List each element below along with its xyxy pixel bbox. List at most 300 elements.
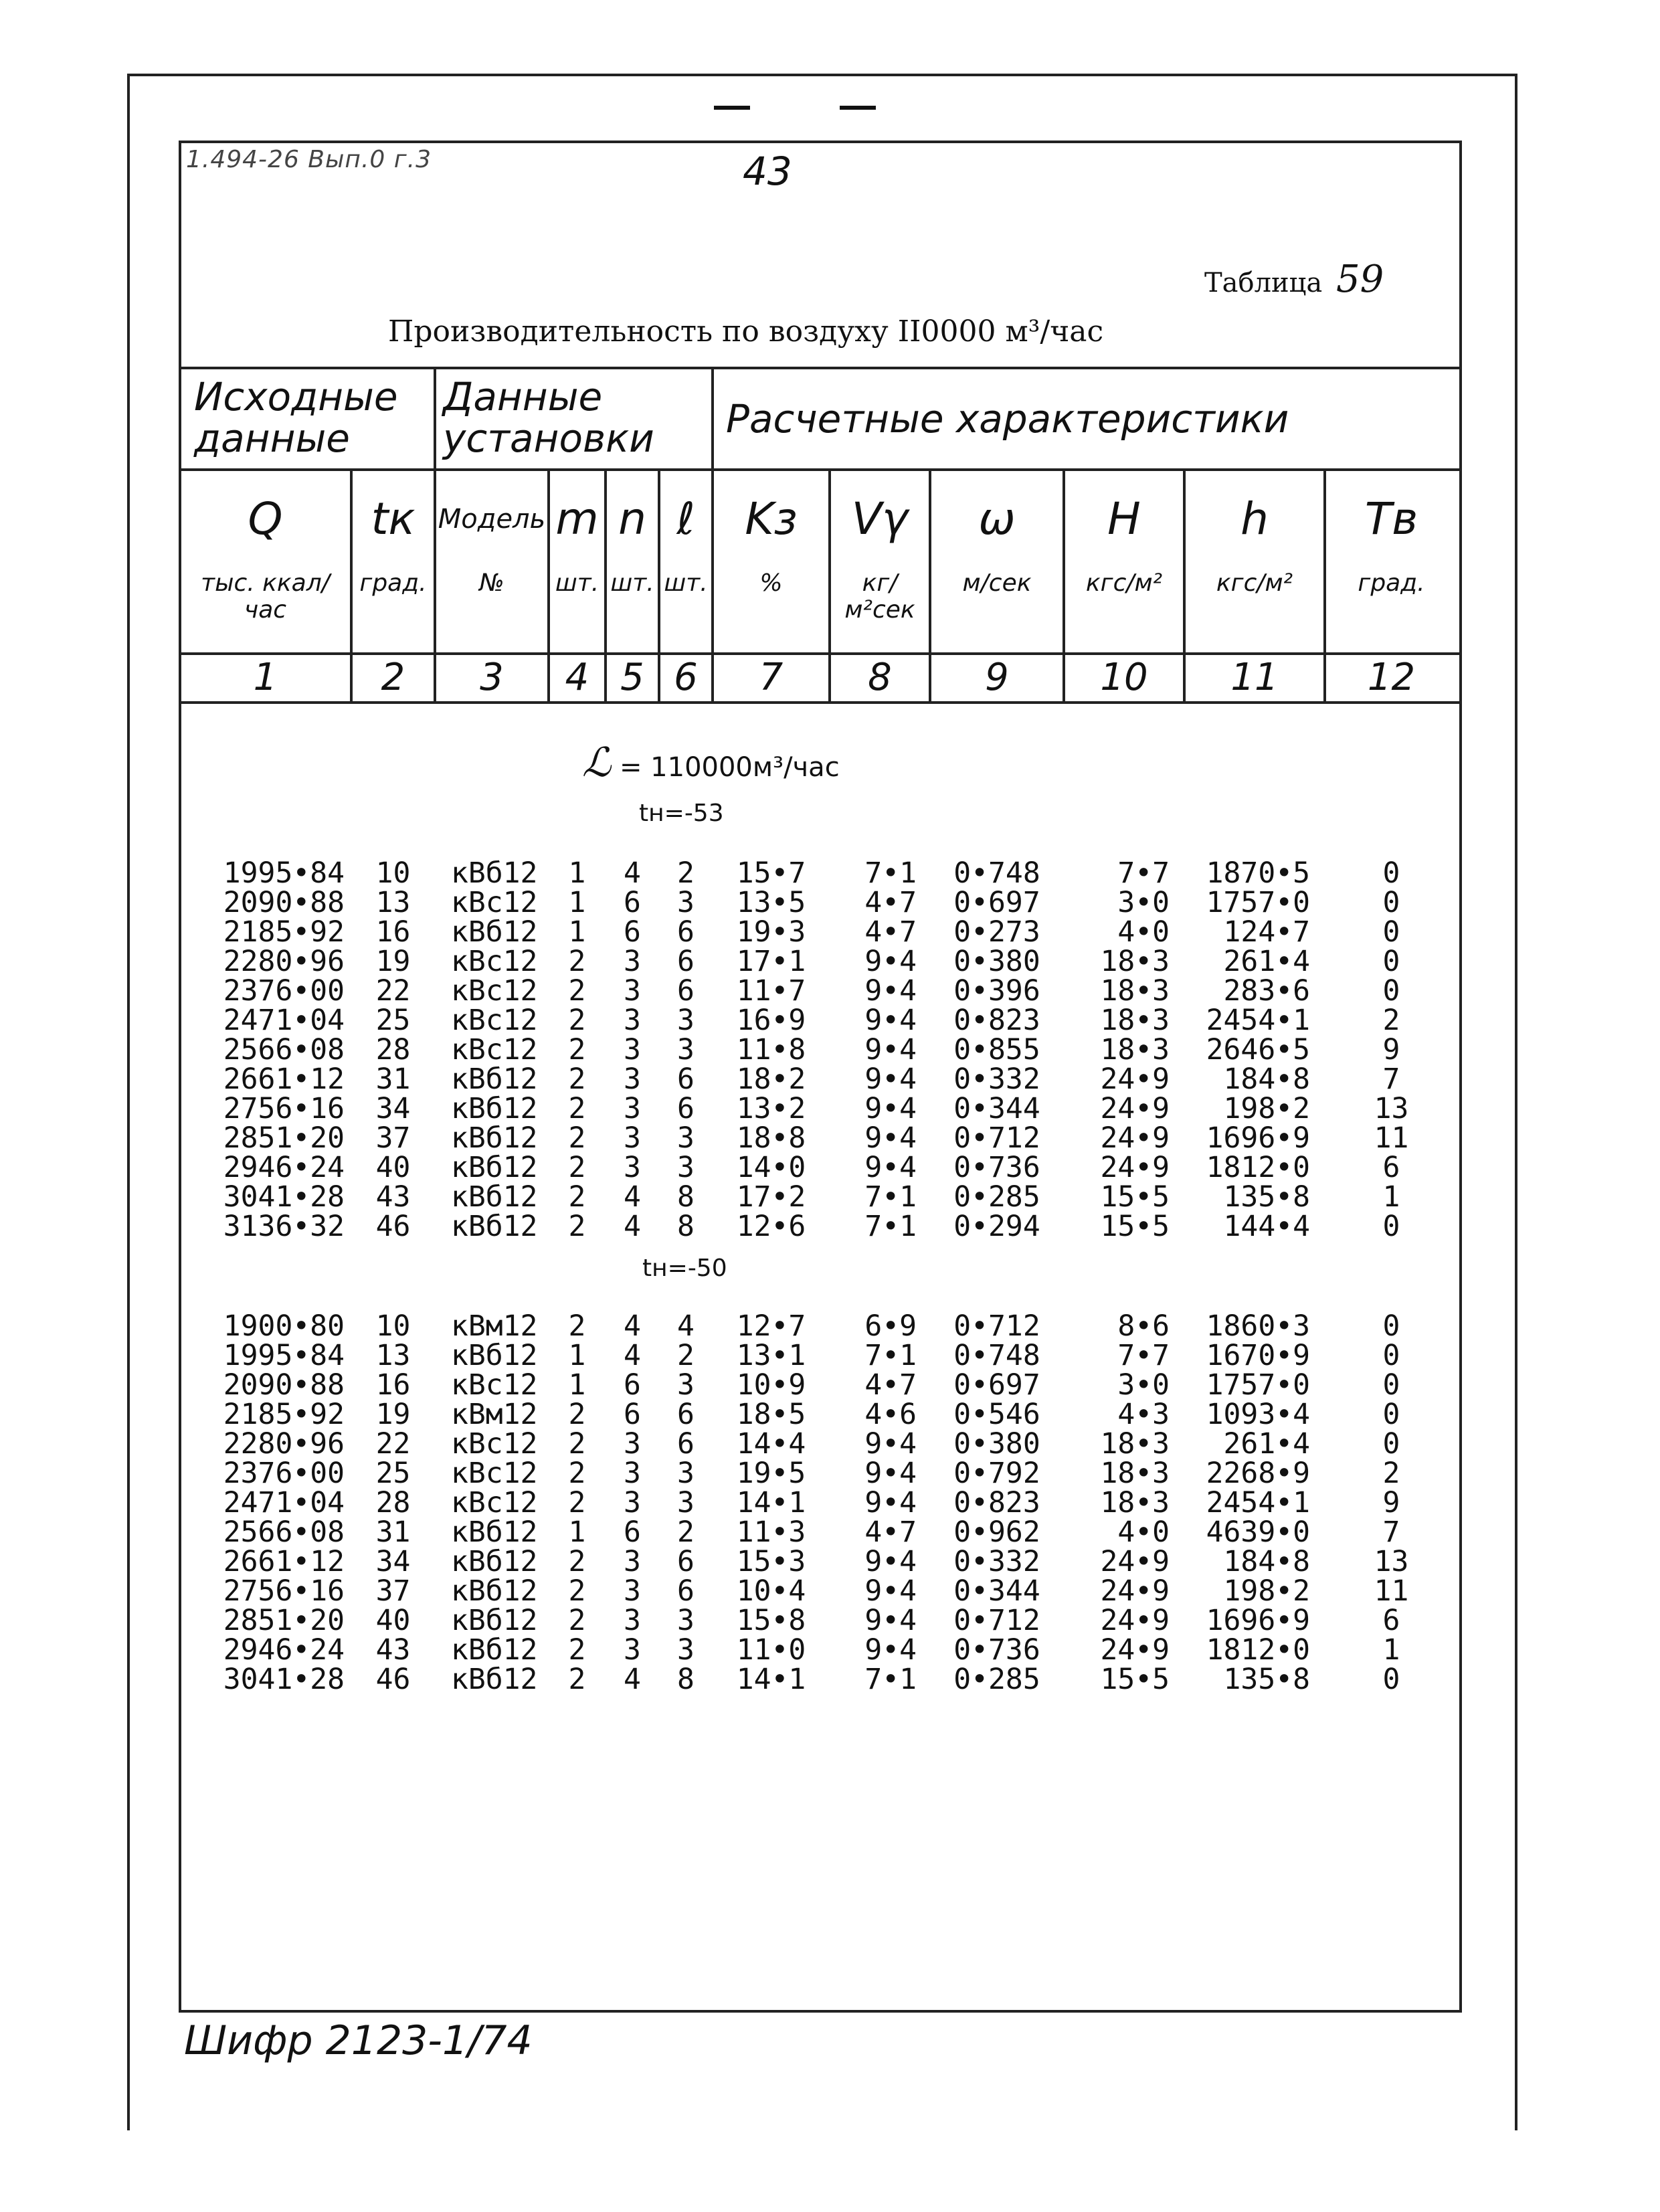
cell-vy: 9•4 bbox=[864, 1121, 917, 1155]
group-bottom-rule bbox=[179, 468, 1459, 471]
cell-omega: 0•712 bbox=[953, 1309, 1040, 1343]
column-header-tv bbox=[1326, 495, 1457, 597]
cell-vy: 9•4 bbox=[864, 1457, 917, 1490]
cell-omega: 0•855 bbox=[953, 1033, 1040, 1067]
cell-model: кВб12 bbox=[451, 1604, 538, 1637]
cell-model: кВс12 bbox=[451, 886, 538, 919]
table-row bbox=[0, 858, 1660, 888]
cell-tv: 7 bbox=[1382, 1515, 1400, 1549]
cell-q: 3041•28 bbox=[223, 1663, 345, 1696]
cell-n: 4 bbox=[624, 1309, 641, 1343]
cell-l: 6 bbox=[677, 1574, 695, 1608]
column-header-tk bbox=[353, 495, 434, 597]
cell-vy: 9•4 bbox=[864, 1063, 917, 1096]
cell-h-upper: 4•3 bbox=[1117, 1398, 1170, 1431]
cell-n: 4 bbox=[624, 1210, 641, 1243]
cell-vy: 9•4 bbox=[864, 945, 917, 978]
table-row bbox=[0, 1370, 1660, 1400]
airflow-symbol: ℒ bbox=[582, 739, 612, 786]
column-symbol: n bbox=[618, 493, 646, 545]
column-unit: град. bbox=[359, 569, 427, 597]
cell-omega: 0•736 bbox=[953, 1151, 1040, 1184]
cell-tv: 13 bbox=[1374, 1092, 1409, 1125]
cell-q: 1995•84 bbox=[223, 856, 345, 890]
cell-m: 2 bbox=[568, 1427, 586, 1461]
cell-q: 2185•92 bbox=[223, 1398, 345, 1431]
cell-q: 2756•16 bbox=[223, 1574, 345, 1608]
cell-l: 6 bbox=[677, 915, 695, 949]
cell-n: 3 bbox=[624, 1427, 641, 1461]
cell-omega: 0•396 bbox=[953, 974, 1040, 1008]
cell-h-lower: 261•4 bbox=[1223, 1427, 1310, 1461]
cell-omega: 0•823 bbox=[953, 1486, 1040, 1519]
cell-omega: 0•344 bbox=[953, 1092, 1040, 1125]
cell-omega: 0•380 bbox=[953, 1427, 1040, 1461]
cell-h-lower: 135•8 bbox=[1223, 1180, 1310, 1214]
cell-tv: 1 bbox=[1382, 1633, 1400, 1667]
cell-kz: 14•4 bbox=[736, 1427, 806, 1461]
cell-h-upper: 18•3 bbox=[1100, 1427, 1170, 1461]
cell-tk: 28 bbox=[375, 1033, 411, 1067]
cell-model: кВс12 bbox=[451, 1033, 538, 1067]
cell-n: 4 bbox=[624, 1339, 641, 1372]
cell-h-upper: 8•6 bbox=[1117, 1309, 1170, 1343]
cell-h-lower: 1812•0 bbox=[1206, 1151, 1310, 1184]
cell-kz: 11•0 bbox=[736, 1633, 806, 1667]
cell-tk: 19 bbox=[375, 1398, 411, 1431]
airflow-title bbox=[582, 739, 840, 786]
cell-n: 4 bbox=[624, 1180, 641, 1214]
document-code: 1.494-26 Вып.0 г.3 bbox=[186, 146, 432, 173]
table-label-text: Таблица bbox=[1204, 268, 1323, 298]
section-heading: tн=-50 bbox=[642, 1255, 727, 1282]
cell-m: 2 bbox=[568, 1004, 586, 1037]
cell-n: 3 bbox=[624, 974, 641, 1008]
cell-n: 3 bbox=[624, 1033, 641, 1067]
cell-l: 8 bbox=[677, 1663, 695, 1696]
cell-h-lower: 144•4 bbox=[1223, 1210, 1310, 1243]
cell-q: 2851•20 bbox=[223, 1121, 345, 1155]
column-symbol: Tв bbox=[1364, 493, 1418, 545]
cell-q: 2946•24 bbox=[223, 1633, 345, 1667]
cell-tk: 16 bbox=[375, 1368, 411, 1402]
cell-tk: 46 bbox=[375, 1210, 411, 1243]
cell-model: кВб12 bbox=[451, 1121, 538, 1155]
cell-vy: 9•4 bbox=[864, 974, 917, 1008]
group-calculated-data: Расчетные характеристики bbox=[726, 396, 1289, 442]
cell-h-upper: 18•3 bbox=[1100, 1457, 1170, 1490]
colnum-bottom-rule bbox=[179, 701, 1459, 704]
header-top-rule bbox=[179, 367, 1459, 369]
airflow-value: = 110000м³/час bbox=[619, 752, 840, 783]
cell-n: 3 bbox=[624, 1004, 641, 1037]
cell-m: 1 bbox=[568, 886, 586, 919]
cell-vy: 7•1 bbox=[864, 1663, 917, 1696]
cell-tk: 25 bbox=[375, 1457, 411, 1490]
cell-h-lower: 1757•0 bbox=[1206, 1368, 1310, 1402]
cell-n: 3 bbox=[624, 1457, 641, 1490]
cell-h-upper: 4•0 bbox=[1117, 1515, 1170, 1549]
cell-tk: 43 bbox=[375, 1633, 411, 1667]
cell-n: 6 bbox=[624, 1368, 641, 1402]
cell-n: 6 bbox=[624, 886, 641, 919]
cell-kz: 13•1 bbox=[736, 1339, 806, 1372]
cell-n: 6 bbox=[624, 1515, 641, 1549]
cell-l: 3 bbox=[677, 1151, 695, 1184]
cell-model: кВс12 bbox=[451, 1427, 538, 1461]
cell-vy: 9•4 bbox=[864, 1574, 917, 1608]
table-row bbox=[0, 1006, 1660, 1035]
document-cipher: Шифр 2123-1/74 bbox=[184, 2017, 533, 2064]
cell-tv: 1 bbox=[1382, 1180, 1400, 1214]
column-header-q bbox=[181, 495, 350, 624]
cell-q: 1995•84 bbox=[223, 1339, 345, 1372]
cell-h-upper: 24•9 bbox=[1100, 1063, 1170, 1096]
cell-tv: 13 bbox=[1374, 1545, 1409, 1578]
cell-h-upper: 15•5 bbox=[1100, 1210, 1170, 1243]
cell-tk: 22 bbox=[375, 1427, 411, 1461]
column-number: 12 bbox=[1367, 656, 1416, 699]
column-number: 4 bbox=[565, 656, 589, 699]
cell-vy: 9•4 bbox=[864, 1604, 917, 1637]
cell-h-lower: 1093•4 bbox=[1206, 1398, 1310, 1431]
cell-h-lower: 184•8 bbox=[1223, 1545, 1310, 1578]
cell-m: 2 bbox=[568, 1574, 586, 1608]
cell-tv: 0 bbox=[1382, 915, 1400, 949]
cell-q: 2661•12 bbox=[223, 1063, 345, 1096]
cell-tv: 0 bbox=[1382, 1663, 1400, 1696]
cell-tk: 31 bbox=[375, 1515, 411, 1549]
cell-m: 2 bbox=[568, 1210, 586, 1243]
cell-omega: 0•546 bbox=[953, 1398, 1040, 1431]
cell-q: 2566•08 bbox=[223, 1515, 345, 1549]
cell-l: 3 bbox=[677, 1633, 695, 1667]
cell-m: 2 bbox=[568, 1398, 586, 1431]
column-header-model bbox=[436, 495, 547, 597]
cell-m: 1 bbox=[568, 856, 586, 890]
cell-omega: 0•273 bbox=[953, 915, 1040, 949]
cell-vy: 6•9 bbox=[864, 1309, 917, 1343]
cell-h-lower: 135•8 bbox=[1223, 1663, 1310, 1696]
cell-model: кВб12 bbox=[451, 1339, 538, 1372]
cell-m: 2 bbox=[568, 1092, 586, 1125]
column-symbol: m bbox=[555, 493, 599, 545]
column-unit: тыс. ккал/час bbox=[201, 569, 330, 624]
table-row bbox=[0, 1035, 1660, 1065]
cell-q: 2471•04 bbox=[223, 1004, 345, 1037]
cell-kz: 14•0 bbox=[736, 1151, 806, 1184]
cell-tv: 0 bbox=[1382, 974, 1400, 1008]
cell-h-upper: 4•0 bbox=[1117, 915, 1170, 949]
column-unit: кгс/м² bbox=[1085, 569, 1163, 597]
cell-model: кВб12 bbox=[451, 1180, 538, 1214]
cell-omega: 0•748 bbox=[953, 1339, 1040, 1372]
table-row bbox=[0, 1665, 1660, 1694]
column-number: 2 bbox=[381, 656, 405, 699]
cell-h-upper: 18•3 bbox=[1100, 974, 1170, 1008]
cell-h-lower: 198•2 bbox=[1223, 1574, 1310, 1608]
cell-h-upper: 24•9 bbox=[1100, 1092, 1170, 1125]
cell-tv: 9 bbox=[1382, 1033, 1400, 1067]
table-number: 59 bbox=[1335, 258, 1384, 301]
column-symbol: Vγ bbox=[851, 493, 909, 545]
cell-kz: 14•1 bbox=[736, 1486, 806, 1519]
cell-vy: 9•4 bbox=[864, 1033, 917, 1067]
cell-omega: 0•380 bbox=[953, 945, 1040, 978]
cell-tv: 0 bbox=[1382, 1398, 1400, 1431]
cell-h-lower: 2646•5 bbox=[1206, 1033, 1310, 1067]
table-row bbox=[0, 917, 1660, 947]
cell-h-lower: 2454•1 bbox=[1206, 1486, 1310, 1519]
cell-tk: 37 bbox=[375, 1121, 411, 1155]
cell-l: 6 bbox=[677, 1092, 695, 1125]
cell-q: 2185•92 bbox=[223, 915, 345, 949]
cell-vy: 9•4 bbox=[864, 1151, 917, 1184]
cell-l: 8 bbox=[677, 1180, 695, 1214]
cell-vy: 4•7 bbox=[864, 915, 917, 949]
table-row bbox=[0, 1123, 1660, 1153]
cell-n: 3 bbox=[624, 945, 641, 978]
cell-h-lower: 1870•5 bbox=[1206, 856, 1310, 890]
cell-kz: 12•6 bbox=[736, 1210, 806, 1243]
cell-m: 1 bbox=[568, 1515, 586, 1549]
cell-n: 3 bbox=[624, 1545, 641, 1578]
table-row bbox=[0, 1212, 1660, 1241]
cell-kz: 15•3 bbox=[736, 1545, 806, 1578]
cell-h-upper: 18•3 bbox=[1100, 1004, 1170, 1037]
cell-vy: 9•4 bbox=[864, 1545, 917, 1578]
column-symbol: Kз bbox=[745, 493, 798, 545]
cell-h-upper: 18•3 bbox=[1100, 945, 1170, 978]
cell-q: 2376•00 bbox=[223, 974, 345, 1008]
cell-tv: 7 bbox=[1382, 1063, 1400, 1096]
cell-model: кВб12 bbox=[451, 1210, 538, 1243]
cell-tk: 16 bbox=[375, 915, 411, 949]
table-row bbox=[0, 1429, 1660, 1459]
column-symbol: Модель bbox=[438, 504, 546, 535]
cell-h-lower: 283•6 bbox=[1223, 974, 1310, 1008]
cell-n: 3 bbox=[624, 1633, 641, 1667]
cell-tk: 10 bbox=[375, 856, 411, 890]
cell-h-upper: 24•9 bbox=[1100, 1121, 1170, 1155]
cell-tk: 46 bbox=[375, 1663, 411, 1696]
cell-h-upper: 15•5 bbox=[1100, 1180, 1170, 1214]
cell-q: 2471•04 bbox=[223, 1486, 345, 1519]
cell-h-upper: 24•9 bbox=[1100, 1604, 1170, 1637]
page-number: 43 bbox=[743, 149, 792, 194]
cell-m: 1 bbox=[568, 915, 586, 949]
cell-l: 6 bbox=[677, 974, 695, 1008]
cell-h-upper: 7•7 bbox=[1117, 856, 1170, 890]
column-header-omega bbox=[931, 495, 1063, 597]
cell-omega: 0•285 bbox=[953, 1663, 1040, 1696]
cell-h-lower: 2268•9 bbox=[1206, 1457, 1310, 1490]
cell-m: 1 bbox=[568, 1368, 586, 1402]
cell-h-upper: 3•0 bbox=[1117, 886, 1170, 919]
table-row bbox=[0, 1094, 1660, 1123]
cell-model: кВб12 bbox=[451, 1515, 538, 1549]
column-symbol: tк bbox=[371, 493, 416, 545]
cell-q: 2946•24 bbox=[223, 1151, 345, 1184]
cell-tv: 6 bbox=[1382, 1604, 1400, 1637]
cell-n: 4 bbox=[624, 1663, 641, 1696]
cell-m: 2 bbox=[568, 1545, 586, 1578]
cell-m: 2 bbox=[568, 1151, 586, 1184]
cell-l: 3 bbox=[677, 1604, 695, 1637]
cell-m: 2 bbox=[568, 1633, 586, 1667]
cell-tv: 0 bbox=[1382, 945, 1400, 978]
cell-h-upper: 15•5 bbox=[1100, 1663, 1170, 1696]
cell-tv: 11 bbox=[1374, 1574, 1409, 1608]
table-row bbox=[0, 976, 1660, 1006]
cell-tv: 0 bbox=[1382, 1339, 1400, 1372]
cell-n: 3 bbox=[624, 1092, 641, 1125]
cell-n: 3 bbox=[624, 1151, 641, 1184]
cell-tk: 43 bbox=[375, 1180, 411, 1214]
cell-l: 6 bbox=[677, 1545, 695, 1578]
table-row bbox=[0, 1517, 1660, 1547]
cell-omega: 0•712 bbox=[953, 1604, 1040, 1637]
column-header-h-upper bbox=[1065, 495, 1183, 597]
cell-m: 2 bbox=[568, 974, 586, 1008]
cell-m: 2 bbox=[568, 1121, 586, 1155]
cell-omega: 0•294 bbox=[953, 1210, 1040, 1243]
cell-h-lower: 1670•9 bbox=[1206, 1339, 1310, 1372]
cell-m: 2 bbox=[568, 1604, 586, 1637]
column-number: 3 bbox=[480, 656, 504, 699]
cell-tk: 13 bbox=[375, 1339, 411, 1372]
table-row bbox=[0, 1341, 1660, 1370]
table-caption: Производительность по воздуху II0000 м³/час bbox=[388, 314, 1104, 349]
cell-l: 2 bbox=[677, 856, 695, 890]
cell-q: 2376•00 bbox=[223, 1457, 345, 1490]
column-symbol: H bbox=[1107, 493, 1141, 545]
column-unit: шт. bbox=[555, 569, 600, 597]
cell-tk: 25 bbox=[375, 1004, 411, 1037]
cell-q: 2090•88 bbox=[223, 886, 345, 919]
cell-model: кВб12 bbox=[451, 1574, 538, 1608]
cell-l: 6 bbox=[677, 1427, 695, 1461]
cell-l: 2 bbox=[677, 1515, 695, 1549]
cell-l: 3 bbox=[677, 1121, 695, 1155]
cell-q: 2090•88 bbox=[223, 1368, 345, 1402]
cell-l: 3 bbox=[677, 886, 695, 919]
table-row bbox=[0, 1311, 1660, 1341]
cell-kz: 18•5 bbox=[736, 1398, 806, 1431]
column-header-vy bbox=[831, 495, 929, 624]
cell-l: 6 bbox=[677, 1398, 695, 1431]
cell-vy: 4•7 bbox=[864, 1515, 917, 1549]
cell-model: кВб12 bbox=[451, 1151, 538, 1184]
cell-model: кВб12 bbox=[451, 1633, 538, 1667]
cell-tk: 34 bbox=[375, 1545, 411, 1578]
cell-m: 2 bbox=[568, 1180, 586, 1214]
cell-model: кВс12 bbox=[451, 1457, 538, 1490]
cell-m: 2 bbox=[568, 1486, 586, 1519]
cell-l: 6 bbox=[677, 945, 695, 978]
cell-tv: 0 bbox=[1382, 886, 1400, 919]
cell-omega: 0•748 bbox=[953, 856, 1040, 890]
cell-tk: 10 bbox=[375, 1309, 411, 1343]
cell-model: кВб12 bbox=[451, 856, 538, 890]
table-row bbox=[0, 1547, 1660, 1576]
column-unit: шт. bbox=[610, 569, 654, 597]
table-row bbox=[0, 1635, 1660, 1665]
cell-tv: 11 bbox=[1374, 1121, 1409, 1155]
cell-h-lower: 261•4 bbox=[1223, 945, 1310, 978]
column-number: 10 bbox=[1100, 656, 1148, 699]
column-number: 6 bbox=[674, 656, 698, 699]
table-row bbox=[0, 1400, 1660, 1429]
table-row bbox=[0, 1459, 1660, 1488]
table-row bbox=[0, 947, 1660, 976]
cell-vy: 4•7 bbox=[864, 1368, 917, 1402]
cell-vy: 7•1 bbox=[864, 856, 917, 890]
column-unit: м/сек bbox=[962, 569, 1032, 597]
cell-l: 3 bbox=[677, 1033, 695, 1067]
cell-omega: 0•285 bbox=[953, 1180, 1040, 1214]
cell-q: 2661•12 bbox=[223, 1545, 345, 1578]
cell-model: кВс12 bbox=[451, 945, 538, 978]
cell-tv: 2 bbox=[1382, 1004, 1400, 1037]
cell-h-lower: 1696•9 bbox=[1206, 1604, 1310, 1637]
cell-l: 2 bbox=[677, 1339, 695, 1372]
cell-omega: 0•697 bbox=[953, 1368, 1040, 1402]
cell-kz: 13•2 bbox=[736, 1092, 806, 1125]
cell-kz: 10•9 bbox=[736, 1368, 806, 1402]
column-header-h-lower bbox=[1186, 495, 1323, 597]
cell-kz: 11•3 bbox=[736, 1515, 806, 1549]
cell-tv: 0 bbox=[1382, 856, 1400, 890]
cell-model: кВс12 bbox=[451, 974, 538, 1008]
cell-tk: 22 bbox=[375, 974, 411, 1008]
cell-vy: 4•6 bbox=[864, 1398, 917, 1431]
cell-model: кВм12 bbox=[451, 1398, 538, 1431]
table-row bbox=[0, 1606, 1660, 1635]
column-unit: кгс/м² bbox=[1216, 569, 1293, 597]
cell-h-upper: 3•0 bbox=[1117, 1368, 1170, 1402]
cell-tk: 13 bbox=[375, 886, 411, 919]
cell-tk: 34 bbox=[375, 1092, 411, 1125]
cell-kz: 14•1 bbox=[736, 1663, 806, 1696]
cell-tk: 31 bbox=[375, 1063, 411, 1096]
cell-model: кВб12 bbox=[451, 1545, 538, 1578]
cell-n: 3 bbox=[624, 1574, 641, 1608]
cell-tv: 0 bbox=[1382, 1309, 1400, 1343]
cell-m: 1 bbox=[568, 1339, 586, 1372]
cell-vy: 9•4 bbox=[864, 1633, 917, 1667]
cell-tk: 40 bbox=[375, 1604, 411, 1637]
table-label bbox=[1204, 258, 1384, 301]
cell-h-upper: 24•9 bbox=[1100, 1633, 1170, 1667]
column-unit: кг/м²сек bbox=[844, 569, 915, 624]
cell-model: кВб12 bbox=[451, 1092, 538, 1125]
cell-h-lower: 2454•1 bbox=[1206, 1004, 1310, 1037]
column-unit: шт. bbox=[664, 569, 708, 597]
table-row bbox=[0, 1576, 1660, 1606]
cell-tk: 28 bbox=[375, 1486, 411, 1519]
cell-vy: 9•4 bbox=[864, 1004, 917, 1037]
cell-model: кВм12 bbox=[451, 1309, 538, 1343]
cell-h-upper: 18•3 bbox=[1100, 1033, 1170, 1067]
cell-vy: 9•4 bbox=[864, 1486, 917, 1519]
cell-l: 3 bbox=[677, 1457, 695, 1490]
cell-h-upper: 24•9 bbox=[1100, 1545, 1170, 1578]
cell-h-lower: 1696•9 bbox=[1206, 1121, 1310, 1155]
cell-q: 2566•08 bbox=[223, 1033, 345, 1067]
cell-m: 2 bbox=[568, 945, 586, 978]
cell-model: кВб12 bbox=[451, 915, 538, 949]
